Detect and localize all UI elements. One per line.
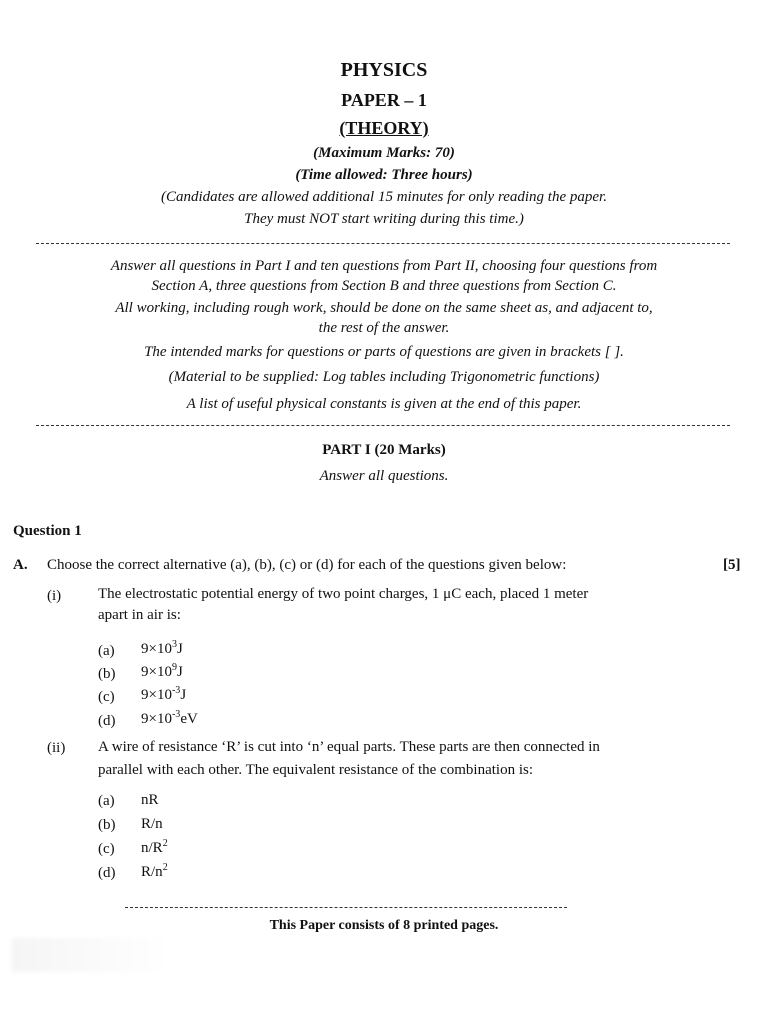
option-value: $9\times 10^{-3}eV$ [141, 709, 198, 727]
option-value: $R/n^2$ [141, 862, 168, 880]
option-label: (b) [98, 666, 116, 682]
reading-note-line-2: They must NOT start writing during this time.) [244, 211, 524, 227]
subquestion-text-line: apart in air is: [98, 607, 181, 623]
option-label: (a) [98, 793, 115, 809]
instruction-line: Section A, three questions from Section B and three questions from Section C. [151, 278, 617, 294]
option-value: $n/R^2$ [141, 838, 168, 856]
question-title: Question 1 [13, 523, 82, 539]
option-label: (c) [98, 689, 115, 705]
instruction-line: the rest of the answer. [318, 320, 450, 336]
option-label: (d) [98, 865, 116, 881]
subquestion-number: (ii) [47, 740, 66, 756]
option-value: R/n [141, 816, 163, 832]
option-value: nR [141, 792, 159, 808]
scan-smudge [12, 938, 172, 972]
subquestion-number: (i) [47, 588, 62, 604]
instruction-line: A list of useful physical constants is given at the end of this paper. [186, 396, 582, 412]
dashed-divider [125, 907, 567, 908]
page-footer: This Paper consists of 8 printed pages. [269, 918, 499, 933]
instruction-line: (Material to be supplied: Log tables including Trigonometric functions) [168, 369, 600, 385]
option-value: $9\times 10^3J$ [141, 639, 183, 657]
paper-type: (THEORY) [339, 118, 429, 138]
option-value: $9\times 10^{-3}J$ [141, 685, 187, 703]
paper-number: PAPER – 1 [341, 90, 427, 110]
reading-note-line-1: (Candidates are allowed additional 15 minutes for only reading the paper. [161, 189, 607, 205]
subquestion-text-line: The electrostatic potential energy of two point charges, 1 μC each, placed 1 meter [98, 586, 589, 602]
option-label: (a) [98, 643, 115, 659]
instruction-line: All working, including rough work, should be done on the same sheet as, and adjacent to, [115, 300, 653, 316]
part-subtitle: Answer all questions. [319, 468, 449, 484]
option-label: (d) [98, 713, 116, 729]
instruction-line: Answer all questions in Part I and ten questions from Part II, choosing four questions from [110, 258, 658, 274]
option-label: (c) [98, 841, 115, 857]
option-value: $9\times 10^9J$ [141, 662, 183, 680]
marks-badge: [5] [723, 557, 741, 573]
option-label: (b) [98, 817, 116, 833]
subquestion-text-line: A wire of resistance ‘R’ is cut into ‘n’ equal parts. These parts are then connected in [98, 739, 600, 755]
subject-title: PHYSICS [340, 59, 428, 81]
section-instruction: Choose the correct alternative (a), (b), (c) or (d) for each of the questions given below: [47, 557, 567, 573]
subquestion-text-line: parallel with each other. The equivalent resistance of the combination is: [98, 762, 533, 778]
part-title: PART I (20 Marks) [322, 442, 446, 458]
maximum-marks: (Maximum Marks: 70) [313, 145, 455, 161]
section-letter: A. [13, 557, 28, 573]
dashed-divider [36, 243, 730, 244]
time-allowed: (Time allowed: Three hours) [295, 167, 473, 183]
instruction-line: The intended marks for questions or parts of questions are given in brackets [ ]. [144, 344, 624, 360]
dashed-divider [36, 425, 730, 426]
